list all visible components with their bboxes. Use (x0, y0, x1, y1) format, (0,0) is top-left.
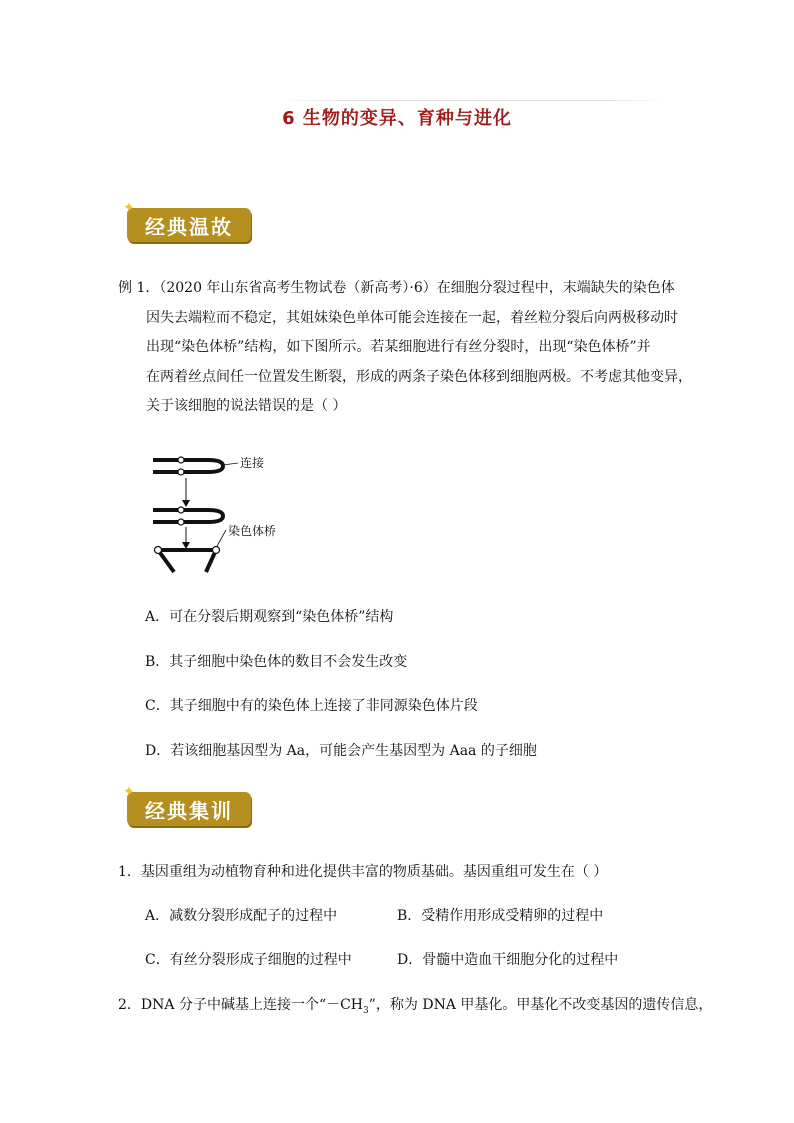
question-2-stem (118, 994, 712, 1016)
example-1-line: 关于该细胞的说法错误的是（ ） (146, 398, 347, 414)
chromosome-bridge-diagram (148, 450, 288, 580)
example-1-stem (118, 274, 692, 422)
arrow-head (182, 542, 190, 549)
connected-chromatids (153, 510, 223, 522)
question-2-stem-part: ”，称为 DNA 甲基化。甲基化不改变基因的遗传信息， (368, 997, 713, 1013)
chromosome-bridge-figure (148, 450, 288, 584)
example-1-line: 在两着丝点间任一位置发生断裂，形成的两条子染色体移到细胞两极。不考虑其他变异， (146, 368, 692, 385)
example-1-option-b: B．其子细胞中染色体的数目不会发生改变 (145, 654, 408, 670)
centromere (178, 507, 184, 513)
question-2-stem-part: 2．DNA 分子中碱基上连接一个“－CH (118, 997, 364, 1013)
question-1-option-c: C．有丝分裂形成子细胞的过程中 (145, 952, 352, 968)
section-badge-label: 经典温故 (145, 214, 233, 239)
example-1-option-c: C．其子细胞中有的染色体上连接了非同源染色体片段 (145, 698, 478, 714)
centromere (213, 547, 220, 554)
sparkle-icon: ✦ (123, 784, 137, 800)
question-1-option-b: B．受精作用形成受精卵的过程中 (397, 908, 604, 924)
example-1-line: 出现“染色体桥”结构，如下图所示。若某细胞进行有丝分裂时，出现“染色体桥”并 (146, 339, 651, 355)
page-title: 6 生物的变异、育种与进化 (282, 108, 512, 129)
centromere (178, 457, 184, 463)
bridge-pointer (216, 530, 226, 548)
figure-label-bridge: 染色体桥 (228, 524, 277, 538)
example-1-line: 例 1．（2020 年山东省高考生物试卷（新高考）·6）在细胞分裂过程中，末端缺失的染色体 (118, 280, 675, 296)
example-1-option-d: D．若该细胞基因型为 Aa，可能会产生基因型为 Aaa 的子细胞 (145, 743, 537, 759)
centromere (178, 519, 184, 525)
title-rule (280, 100, 670, 101)
centromere (178, 469, 184, 475)
centromere (155, 547, 162, 554)
section-badge-training (123, 784, 251, 826)
section-badge-label: 经典集训 (145, 798, 233, 823)
connected-chromatids (153, 460, 223, 472)
subscript: 3 (363, 1005, 369, 1016)
question-1-stem: 1．基因重组为动植物育种和进化提供丰富的物质基础。基因重组可发生在（ ） (118, 864, 608, 880)
sparkle-icon: ✦ (123, 200, 137, 216)
connect-pointer (223, 463, 238, 465)
figure-label-connect: 连接 (240, 456, 265, 470)
example-1-option-a: A．可在分裂后期观察到“染色体桥”结构 (145, 609, 394, 625)
arrow-head (182, 500, 190, 507)
example-1-line: 因失去端粒而不稳定，其姐妹染色单体可能会连接在一起，着丝粒分裂后向两极移动时 (146, 309, 678, 326)
section-badge-example (123, 200, 251, 242)
question-1-option-a: A．减数分裂形成配子的过程中 (145, 908, 338, 924)
question-1-option-d: D．骨髓中造血干细胞分化的过程中 (397, 952, 619, 968)
